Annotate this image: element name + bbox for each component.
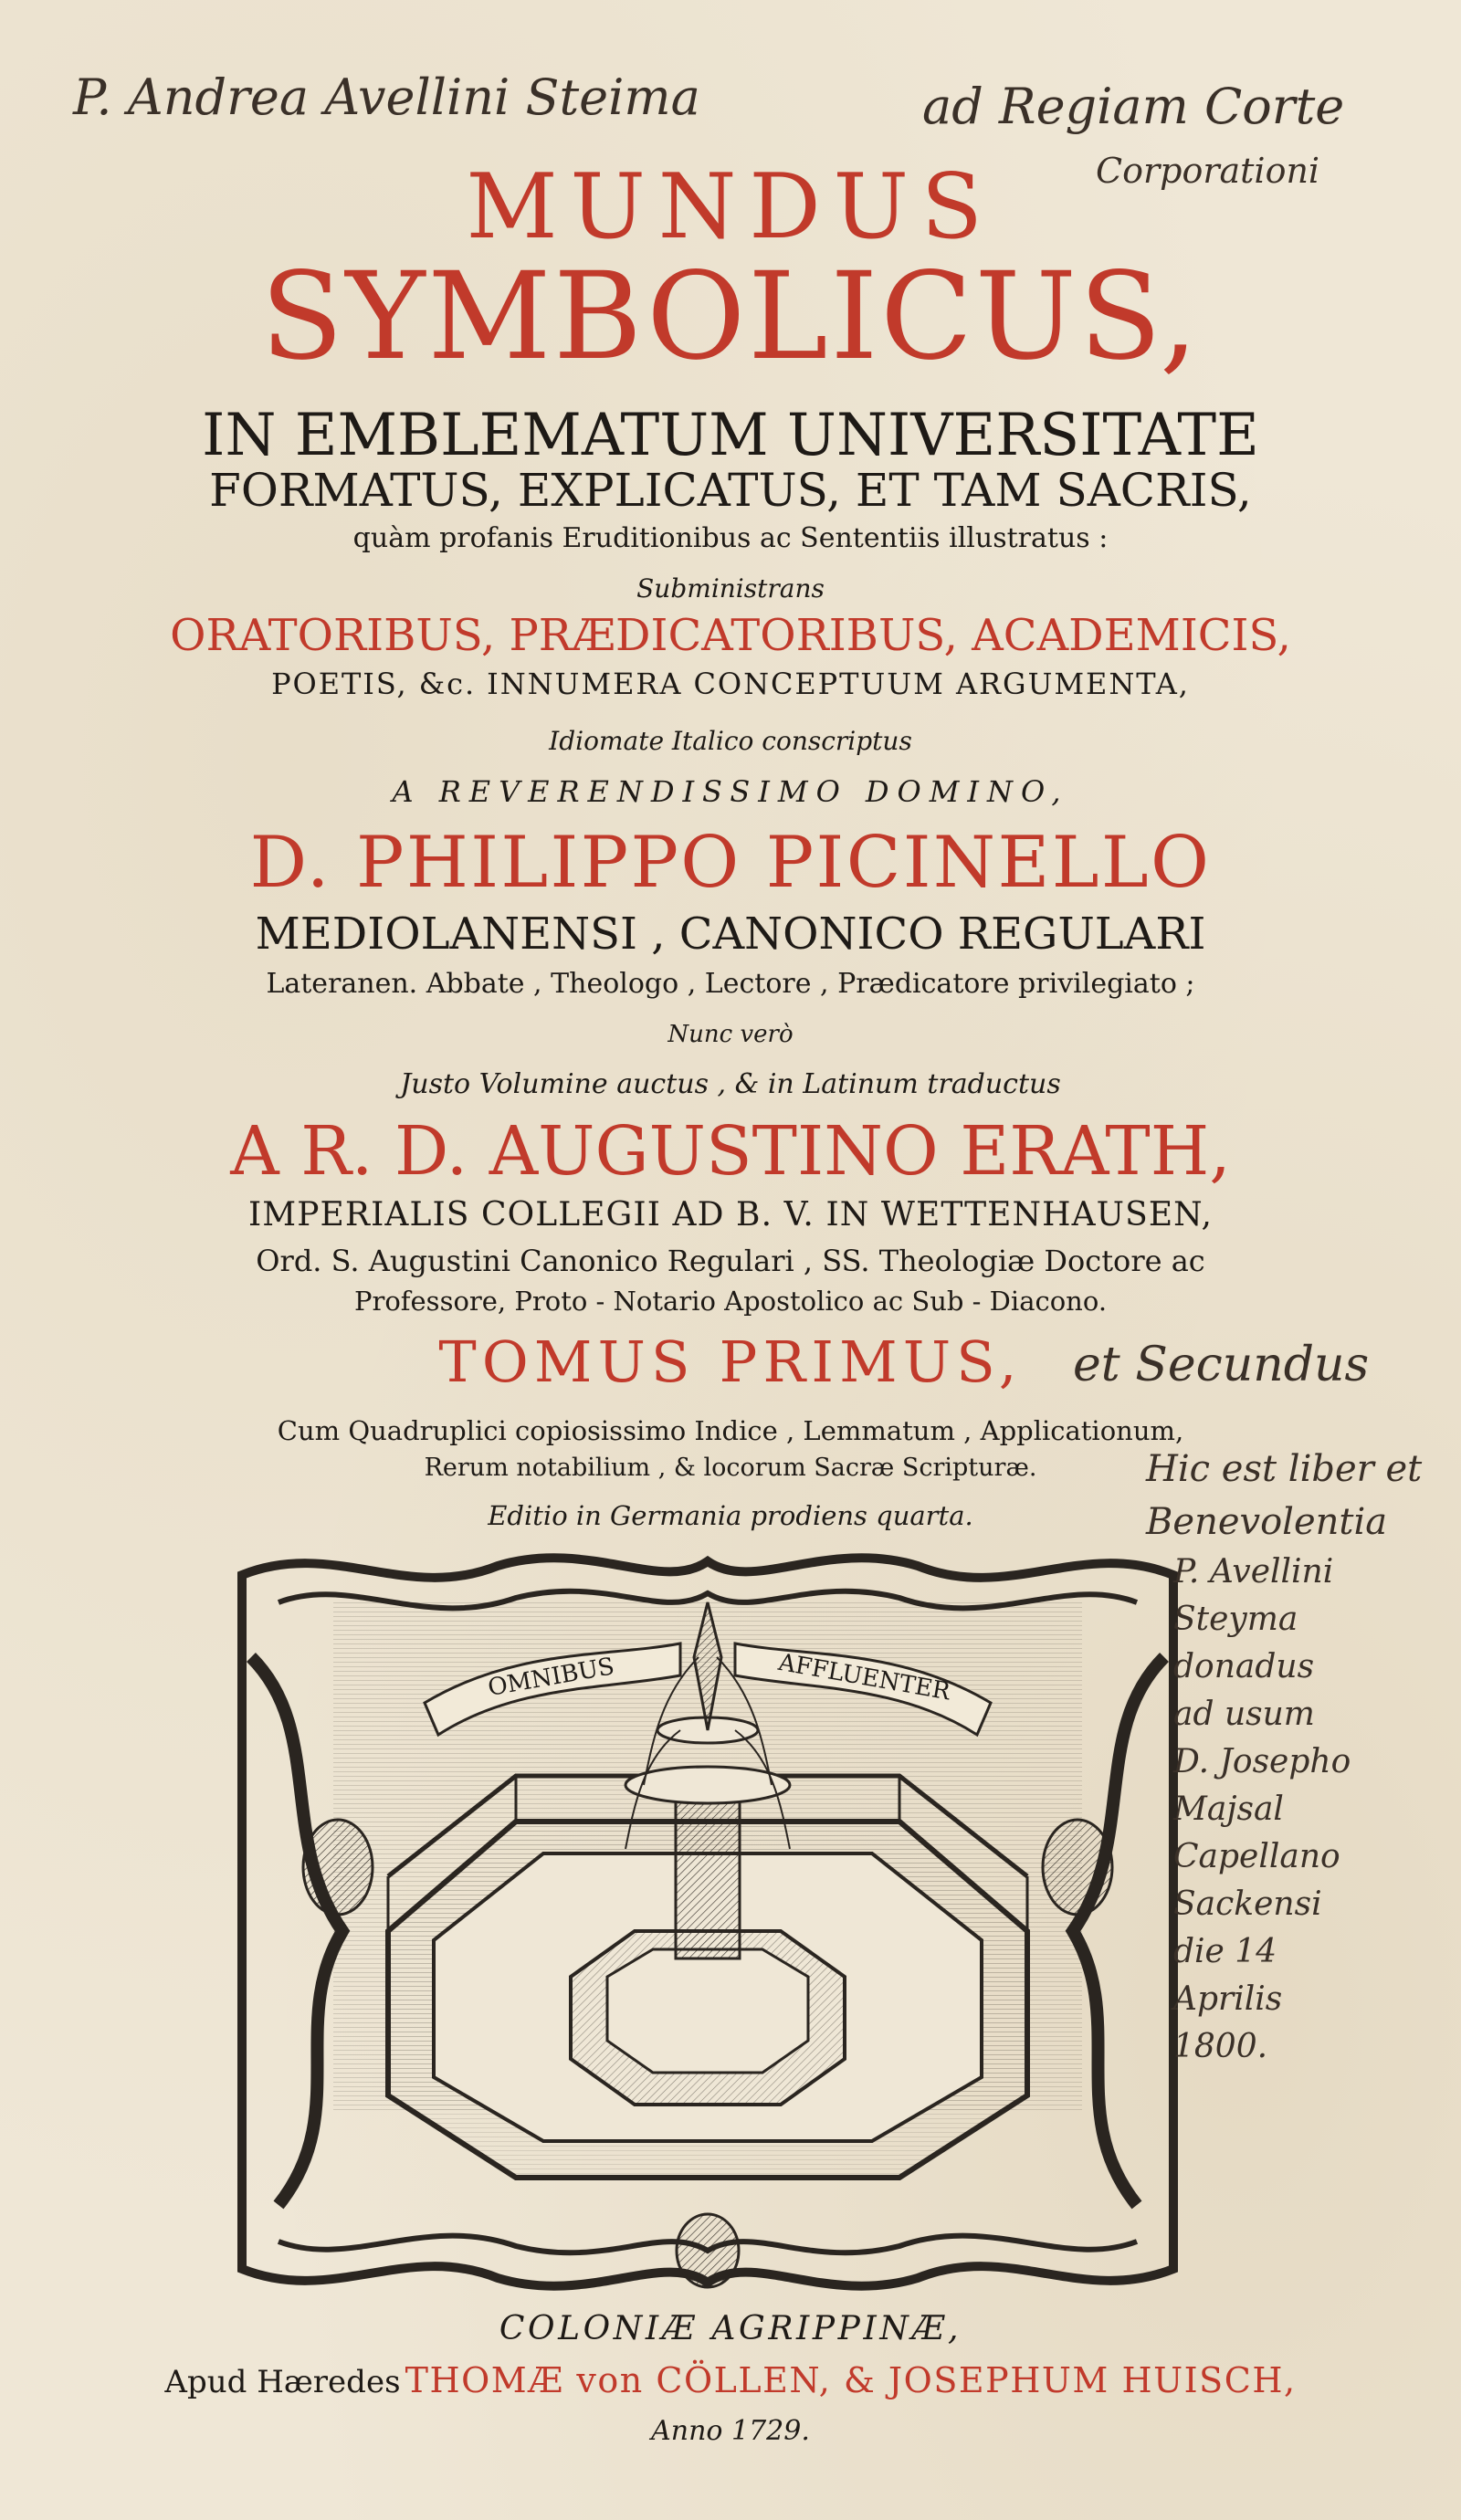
subtitle-line-3: quàm profanis Eruditionibus ac Sententiis illustratus : bbox=[352, 522, 1109, 554]
margin-note-line: Aprilis bbox=[1173, 1980, 1283, 2018]
nunc-line: Nunc verò bbox=[667, 1021, 794, 1048]
subtitle-line-2: FORMATUS, EXPLICATUS, ET TAM SACRIS, bbox=[209, 464, 1252, 517]
subministrans-red-line: ORATORIBUS, PRÆDICATORIBUS, ACADEMICIS, bbox=[170, 610, 1291, 661]
translator-line-3: Professore, Proto - Notario Apostolico ac Sub - Diacono. bbox=[353, 1286, 1108, 1317]
margin-note-line: Sackensi bbox=[1173, 1885, 1322, 1923]
imprint-year: Anno 1729. bbox=[651, 2415, 810, 2447]
margin-note-line: ad usum bbox=[1173, 1696, 1315, 1733]
author-name: D. PHILIPPO PICINELLO bbox=[249, 822, 1212, 904]
reverend-line: A REVERENDISSIMO DOMINO, bbox=[392, 774, 1069, 809]
margin-note-line: 1800. bbox=[1173, 2028, 1268, 2065]
margin-note-line: Majsal bbox=[1173, 1790, 1284, 1828]
margin-note-line: Capellano bbox=[1173, 1838, 1340, 1875]
tomus-line: TOMUS PRIMUS, bbox=[438, 1328, 1023, 1395]
margin-note-line: Benevolentia bbox=[1146, 1501, 1388, 1543]
index-line-2: Rerum notabilium , & locorum Sacræ Scripturæ. bbox=[424, 1454, 1037, 1482]
justo-line: Justo Volumine auctus , & in Latinum traductus bbox=[400, 1068, 1061, 1100]
margin-note-line: P. Avellini bbox=[1173, 1553, 1334, 1591]
idiomate-line: Idiomate Italico conscriptus bbox=[549, 726, 912, 756]
margin-note-line: donadus bbox=[1173, 1648, 1315, 1685]
translator-line-1: IMPERIALIS COLLEGII AD B. V. IN WETTENHAUSEN, bbox=[247, 1196, 1213, 1234]
handwritten-inscription-right-2: Corporationi bbox=[1096, 151, 1320, 191]
motto-left: OMNIBUS bbox=[486, 1653, 617, 1703]
title-line-2: SYMBOLICUS, bbox=[260, 247, 1201, 387]
handwritten-inscription-left: P. Andrea Avellini Steima bbox=[73, 68, 700, 126]
handwritten-inscription-right: ad Regiam Corte bbox=[922, 78, 1345, 135]
index-line-1: Cum Quadruplici copiosissimo Indice , Lemmatum , Applicationum, bbox=[277, 1415, 1184, 1446]
margin-note-line: die 14 bbox=[1173, 1933, 1277, 1970]
imprint-apud: Apud Hæredes bbox=[164, 2364, 401, 2400]
margin-note-line: Hic est liber et bbox=[1146, 1448, 1423, 1490]
subministrans-label: Subministrans bbox=[636, 573, 825, 604]
translator-line-2: Ord. S. Augustini Canonico Regulari , SS. Theologiæ Doctore ac bbox=[256, 1244, 1205, 1278]
editio-line: Editio in Germania prodiens quarta. bbox=[488, 1500, 973, 1531]
motto-right: AFFLUENTER bbox=[776, 1648, 952, 1706]
tomus-handwritten: et Secundus bbox=[1073, 1338, 1370, 1392]
translator-name: A R. D. AUGUSTINO ERATH, bbox=[230, 1112, 1231, 1191]
imprint-publishers-line bbox=[0, 2360, 1461, 2400]
margin-note-line: Steyma bbox=[1173, 1601, 1298, 1638]
title-line-1: MUNDUS bbox=[466, 155, 995, 259]
imprint-publishers: THOMÆ von CÖLLEN, & JOSEPHUM HUISCH, bbox=[405, 2360, 1297, 2400]
fountain-engraving bbox=[224, 1548, 1192, 2296]
author-line-1: MEDIOLANENSI , CANONICO REGULARI bbox=[255, 908, 1206, 960]
subministrans-line: POETIS, &c. INNUMERA CONCEPTUUM ARGUMENTA, bbox=[271, 667, 1190, 701]
margin-note bbox=[1146, 1443, 1447, 2071]
author-line-2: Lateranen. Abbate , Theologo , Lectore , Prædicatore privilegiato ; bbox=[266, 968, 1195, 1000]
margin-note-line: D. Josepho bbox=[1173, 1743, 1351, 1780]
subtitle-line-1: IN EMBLEMATUM UNIVERSITATE bbox=[202, 402, 1259, 469]
imprint-city: COLONIÆ AGRIPPINÆ, bbox=[499, 2310, 962, 2347]
